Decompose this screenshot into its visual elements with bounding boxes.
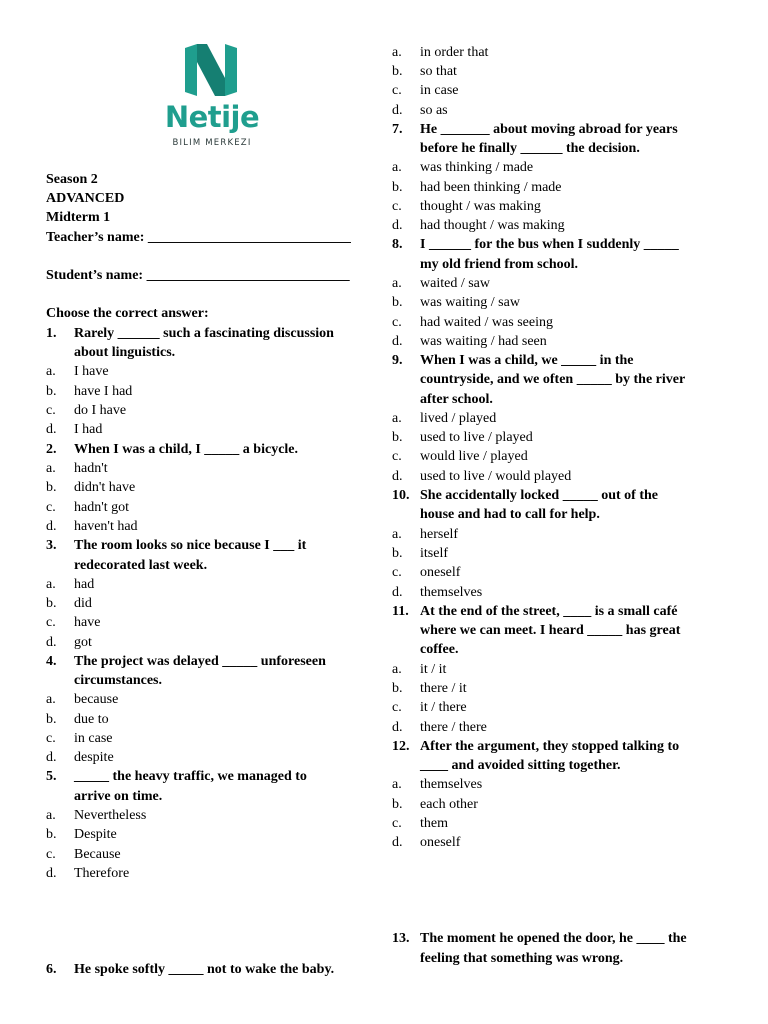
question-number: 6. bbox=[46, 962, 57, 977]
option-text[interactable]: there / it bbox=[420, 681, 467, 696]
option-letter: c. bbox=[392, 199, 402, 214]
option-text[interactable]: because bbox=[74, 692, 119, 707]
question-text: She accidentally locked _____ out of the bbox=[420, 488, 658, 503]
question-text: The room looks so nice because I ___ it bbox=[74, 538, 307, 553]
question-text: The project was delayed _____ unforeseen bbox=[74, 654, 326, 669]
option-text[interactable]: so as bbox=[420, 103, 448, 118]
option-text[interactable]: lived / played bbox=[420, 411, 497, 426]
option-text[interactable]: despite bbox=[74, 750, 114, 765]
option-letter: c. bbox=[392, 449, 402, 464]
instruction: Choose the correct answer: bbox=[46, 306, 209, 321]
option-text[interactable]: was thinking / made bbox=[420, 160, 534, 175]
question-text: feeling that something was wrong. bbox=[420, 951, 624, 966]
option-text[interactable]: in order that bbox=[420, 45, 489, 60]
question-text: my old friend from school. bbox=[420, 257, 579, 272]
option-letter: d. bbox=[46, 635, 57, 650]
question-text: before he finally ______ the decision. bbox=[420, 141, 640, 156]
question-number: 11. bbox=[392, 604, 409, 619]
option-letter: b. bbox=[46, 712, 57, 727]
option-letter: c. bbox=[46, 403, 56, 418]
option-text[interactable]: them bbox=[420, 816, 448, 831]
option-letter: b. bbox=[392, 180, 403, 195]
question-text: When I was a child, I _____ a bicycle. bbox=[74, 442, 299, 457]
option-letter: b. bbox=[392, 546, 403, 561]
option-letter: c. bbox=[46, 847, 56, 862]
option-text[interactable]: do I have bbox=[74, 403, 127, 418]
option-letter: a. bbox=[46, 577, 56, 592]
option-text[interactable]: had bbox=[74, 577, 95, 592]
option-text[interactable]: haven't had bbox=[74, 519, 138, 534]
option-text[interactable]: hadn't bbox=[74, 461, 108, 476]
option-letter: c. bbox=[46, 615, 56, 630]
question-number: 1. bbox=[46, 326, 57, 341]
option-text[interactable]: Therefore bbox=[74, 866, 130, 881]
option-text[interactable]: hadn't got bbox=[74, 500, 130, 515]
question-number: 10. bbox=[392, 488, 410, 503]
option-letter: b. bbox=[392, 295, 403, 310]
question-text: ____ and avoided sitting together. bbox=[420, 758, 621, 773]
question-number: 7. bbox=[392, 122, 403, 137]
option-letter: a. bbox=[46, 808, 56, 823]
option-letter: c. bbox=[46, 731, 56, 746]
level-label: ADVANCED bbox=[46, 191, 125, 206]
brand-name: Netije bbox=[164, 100, 260, 134]
option-letter: a. bbox=[46, 364, 56, 379]
option-text[interactable]: it / there bbox=[420, 700, 467, 715]
option-text[interactable]: Despite bbox=[74, 827, 117, 842]
option-letter: d. bbox=[392, 218, 403, 233]
option-letter: d. bbox=[46, 422, 57, 437]
option-text[interactable]: in case bbox=[420, 83, 459, 98]
option-letter: c. bbox=[392, 816, 402, 831]
question-text: He spoke softly _____ not to wake the baby. bbox=[74, 962, 335, 977]
option-letter: a. bbox=[392, 276, 402, 291]
option-letter: b. bbox=[392, 430, 403, 445]
option-letter: d. bbox=[392, 334, 403, 349]
option-text[interactable]: thought / was making bbox=[420, 199, 541, 214]
question-text: He _______ about moving abroad for years bbox=[420, 122, 678, 137]
option-text[interactable]: in case bbox=[74, 731, 113, 746]
option-text[interactable]: waited / saw bbox=[420, 276, 490, 291]
option-text[interactable]: themselves bbox=[420, 585, 483, 600]
option-text[interactable]: Because bbox=[74, 847, 121, 862]
option-text[interactable]: have bbox=[74, 615, 101, 630]
option-letter: a. bbox=[392, 777, 402, 792]
option-text[interactable]: oneself bbox=[420, 565, 461, 580]
option-letter: c. bbox=[392, 83, 402, 98]
option-text[interactable]: themselves bbox=[420, 777, 483, 792]
question-text: countryside, and we often _____ by the river bbox=[420, 372, 686, 387]
option-letter: a. bbox=[392, 45, 402, 60]
option-letter: d. bbox=[46, 519, 57, 534]
question-text: about linguistics. bbox=[74, 345, 176, 360]
question-text: redecorated last week. bbox=[74, 558, 208, 573]
option-letter: a. bbox=[392, 662, 402, 677]
option-letter: b. bbox=[392, 681, 403, 696]
option-text[interactable]: so that bbox=[420, 64, 457, 79]
netije-logo bbox=[163, 44, 261, 152]
option-text[interactable]: was waiting / had seen bbox=[420, 334, 547, 349]
option-letter: c. bbox=[46, 500, 56, 515]
option-letter: a. bbox=[392, 411, 402, 426]
option-text[interactable]: due to bbox=[74, 712, 109, 727]
question-text: coffee. bbox=[420, 642, 459, 657]
option-text[interactable]: I have bbox=[74, 364, 109, 379]
option-text[interactable]: had waited / was seeing bbox=[420, 315, 553, 330]
brand-tagline: BILIM MERKEZI bbox=[172, 138, 252, 148]
question-number: 9. bbox=[392, 353, 403, 368]
option-text[interactable]: had thought / was making bbox=[420, 218, 565, 233]
option-text[interactable]: used to live / would played bbox=[420, 469, 572, 484]
option-text[interactable]: didn't have bbox=[74, 480, 136, 495]
question-number: 12. bbox=[392, 739, 410, 754]
option-letter: a. bbox=[392, 160, 402, 175]
option-text[interactable]: Nevertheless bbox=[74, 808, 147, 823]
option-letter: b. bbox=[392, 64, 403, 79]
option-text[interactable]: each other bbox=[420, 797, 478, 812]
option-letter: a. bbox=[46, 692, 56, 707]
option-letter: c. bbox=[392, 565, 402, 580]
option-text[interactable]: got bbox=[74, 635, 92, 650]
option-letter: d. bbox=[392, 585, 403, 600]
question-text: I ______ for the bus when I suddenly _____ bbox=[420, 237, 679, 252]
option-letter: c. bbox=[392, 315, 402, 330]
option-letter: b. bbox=[46, 384, 57, 399]
question-number: 2. bbox=[46, 442, 57, 457]
netije-n-logo-icon bbox=[183, 44, 239, 96]
option-text[interactable]: there / there bbox=[420, 720, 487, 735]
option-letter: b. bbox=[46, 480, 57, 495]
option-text[interactable]: I had bbox=[74, 422, 103, 437]
question-text: house and had to call for help. bbox=[420, 507, 600, 522]
question-text: circumstances. bbox=[74, 673, 162, 688]
option-text[interactable]: have I had bbox=[74, 384, 133, 399]
teacher-name-field[interactable]: Teacher’s name: _____________________________ bbox=[46, 230, 351, 245]
question-text: When I was a child, we _____ in the bbox=[420, 353, 634, 368]
question-text: where we can meet. I heard _____ has great bbox=[420, 623, 681, 638]
option-letter: b. bbox=[46, 596, 57, 611]
question-text: The moment he opened the door, he ____ the bbox=[420, 931, 687, 946]
question-text: At the end of the street, ____ is a small café bbox=[420, 604, 678, 619]
option-letter: d. bbox=[392, 835, 403, 850]
question-text: after school. bbox=[420, 392, 493, 407]
option-text[interactable]: oneself bbox=[420, 835, 461, 850]
question-text: _____ the heavy traffic, we managed to bbox=[74, 769, 307, 784]
option-text[interactable]: it / it bbox=[420, 662, 447, 677]
season-label: Season 2 bbox=[46, 172, 98, 187]
option-letter: a. bbox=[46, 461, 56, 476]
option-letter: b. bbox=[46, 827, 57, 842]
option-letter: a. bbox=[392, 527, 402, 542]
question-text: After the argument, they stopped talking to bbox=[420, 739, 680, 754]
option-letter: b. bbox=[392, 797, 403, 812]
option-letter: d. bbox=[392, 720, 403, 735]
question-number: 5. bbox=[46, 769, 57, 784]
option-text[interactable]: itself bbox=[420, 546, 448, 561]
option-letter: d. bbox=[46, 866, 57, 881]
option-letter: d. bbox=[46, 750, 57, 765]
option-text[interactable]: was waiting / saw bbox=[420, 295, 520, 310]
option-letter: d. bbox=[392, 103, 403, 118]
option-text[interactable]: used to live / played bbox=[420, 430, 533, 445]
question-text: Rarely ______ such a fascinating discussion bbox=[74, 326, 334, 341]
question-number: 8. bbox=[392, 237, 403, 252]
question-number: 3. bbox=[46, 538, 57, 553]
option-text[interactable]: herself bbox=[420, 527, 459, 542]
question-number: 13. bbox=[392, 931, 410, 946]
option-letter: c. bbox=[392, 700, 402, 715]
option-letter: d. bbox=[392, 469, 403, 484]
option-text[interactable]: did bbox=[74, 596, 92, 611]
exam-label: Midterm 1 bbox=[46, 210, 111, 225]
question-number: 4. bbox=[46, 654, 57, 669]
question-text: arrive on time. bbox=[74, 789, 163, 804]
student-name-field[interactable]: Student’s name: _____________________________ bbox=[46, 268, 350, 283]
option-text[interactable]: would live / played bbox=[420, 449, 528, 464]
option-text[interactable]: had been thinking / made bbox=[420, 180, 562, 195]
